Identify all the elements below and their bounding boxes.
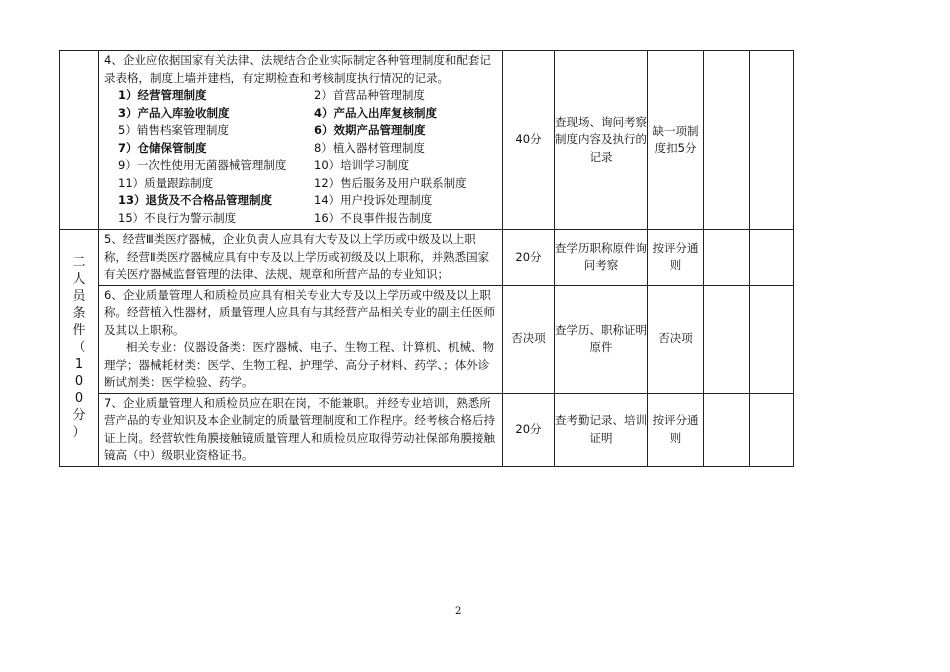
page-number: 2 [455, 606, 462, 617]
criteria-cell: 5、经营Ⅲ类医疗器械，企业负责人应具有大专及以上学历或中级及以上职称，经营Ⅱ类医疗器械应具有中专及以上学历或初级及以上职称，并熟悉国家有关医疗器械监督管理的法律、法规、规章和所营产品的专业知识； [99, 230, 503, 286]
list-item: 5）销售档案管理制度 [118, 123, 229, 137]
list-item: 3）产品入库验收制度 [118, 105, 230, 120]
section-cell-top [60, 51, 99, 230]
rule-cell: 按评分通则 [648, 393, 704, 466]
score-cell: 40分 [503, 51, 555, 230]
blank-cell [750, 393, 794, 466]
method-cell: 查学历职称原件询问考察 [555, 230, 648, 286]
list-item: 16）不良事件报告制度 [314, 210, 433, 225]
blank-cell [750, 230, 794, 286]
table-row [60, 230, 794, 286]
score-cell: 否决项 [503, 285, 555, 393]
blank-cell [704, 393, 750, 466]
list-item: 11）质量跟踪制度 [118, 175, 214, 190]
list-item: 2）首营品种管理制度 [314, 88, 425, 102]
list-item: 4）产品入出库复核制度 [314, 105, 438, 120]
method-cell: 查考勤记录、培训证明 [555, 393, 648, 466]
evaluation-table [59, 50, 794, 467]
list-item: 12）售后服务及用户联系制度 [314, 175, 467, 190]
list-item: 10）培训学习制度 [314, 158, 410, 172]
list-item: 6）效期产品管理制度 [314, 123, 426, 137]
criteria-text: 6、企业质量管理人和质检员应具有相关专业大专及以上学历或中级及以上职称。经营植入性器材，质量管理人应具有与其经营产品相关专业的副主任医师及其以上职称。 [104, 287, 495, 337]
rule-cell: 缺一项制度扣5分 [648, 51, 704, 230]
list-item: 14）用户投诉处理制度 [314, 193, 433, 207]
criteria-intro: 4、企业应依据国家有关法律、法规结合企业实际制定各种管理制度和配套记录表格，制度上墙并建档，有定期检查和考核制度执行情况的记录。 [104, 53, 491, 85]
method-cell: 查现场、询问考察制度内容及执行的记录 [555, 51, 648, 230]
criteria-cell [99, 285, 503, 393]
rule-cell: 按评分通则 [648, 230, 704, 286]
table-row [60, 51, 794, 230]
policy-list [104, 87, 498, 227]
criteria-cell: 7、企业质量管理人和质检员应在职在岗，不能兼职。并经专业培训，熟悉所营产品的专业知识及本企业制定的质量管理制度和工作程序。经考核合格后持证上岗。经营软性角膜接触镜质量管理人和质检员应取得劳动社保部角膜接触镜高（中）级职业资格证书。 [99, 393, 503, 466]
list-item: 8）植入器材管理制度 [314, 140, 425, 155]
list-item: 13）退货及不合格品管理制度 [118, 193, 273, 207]
score-cell: 20分 [503, 393, 555, 466]
table-row [60, 285, 794, 393]
list-item: 9）一次性使用无菌器械管理制度 [118, 158, 287, 172]
list-item: 1）经营管理制度 [118, 88, 207, 102]
list-item: 7）仓储保管制度 [118, 140, 207, 155]
section-title-cell [60, 230, 99, 467]
blank-cell [750, 285, 794, 393]
blank-cell [750, 51, 794, 230]
criteria-subtext: 相关专业：仪器设备类：医疗器械、电子、生物工程、计算机、机械、物理学；器械耗材类：医学、生物工程、护理学、高分子材料、药学、；体外诊断试剂类：医学检验、药学。 [104, 340, 494, 389]
blank-cell [704, 51, 750, 230]
blank-cell [704, 230, 750, 286]
blank-cell [704, 285, 750, 393]
section-title: 二 人 员 条 件 （ 1 0 0 分 ） [72, 255, 86, 441]
criteria-cell [99, 51, 503, 230]
method-cell: 查学历、职称证明原件 [555, 285, 648, 393]
score-cell: 20分 [503, 230, 555, 286]
list-item: 15）不良行为警示制度 [118, 210, 237, 225]
rule-cell: 否决项 [648, 285, 704, 393]
table-row [60, 393, 794, 466]
